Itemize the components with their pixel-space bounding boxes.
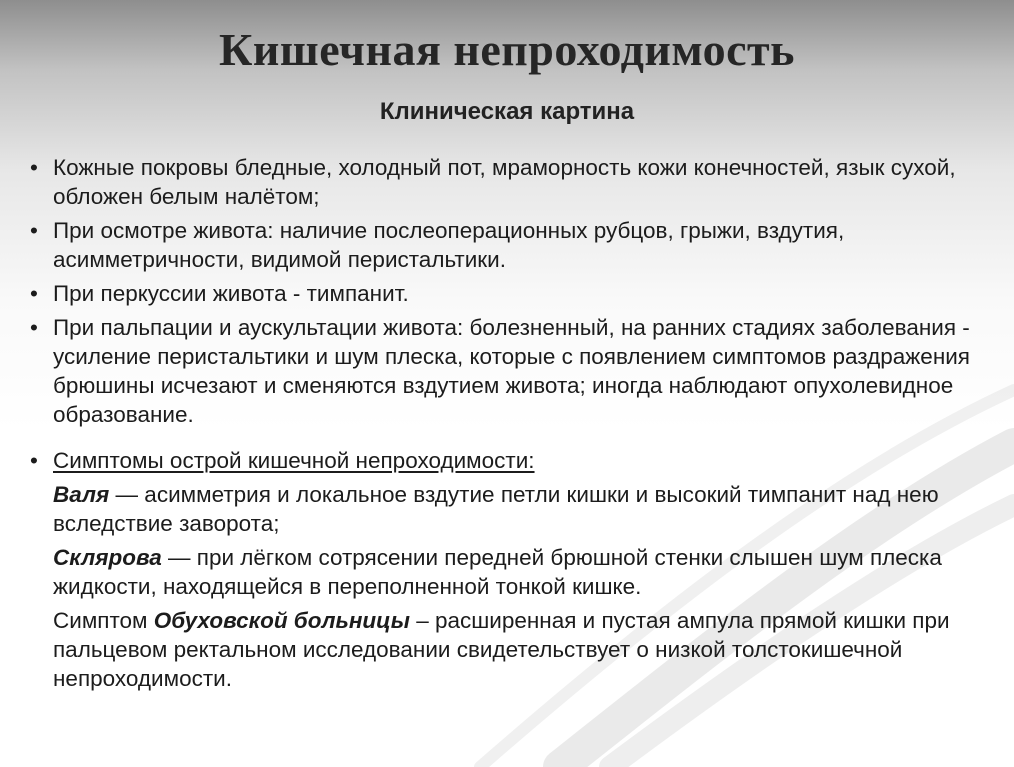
list-item-text: При осмотре живота: наличие послеоперационных рубцов, грыжи, вздутия, асимметричности, видимой перистальтики. (53, 218, 845, 272)
symptom-name: Валя (53, 482, 110, 507)
symptoms-heading-item (30, 446, 995, 475)
bullet-icon: • (30, 155, 38, 180)
bullet-icon: • (30, 448, 38, 473)
symptom-obukhov-hospital (30, 606, 995, 693)
symptom-name: Обуховской больницы (153, 608, 410, 633)
list-item (30, 279, 995, 308)
page-title: Кишечная непроходимость (219, 24, 795, 75)
symptom-text: — асимметрия и локальное вздутие петли кишки и высокий тимпанит над нею вследствие заворота; (53, 482, 939, 536)
list-item (30, 313, 995, 429)
list-item (30, 153, 995, 211)
list-item-text: При перкуссии живота - тимпанит. (53, 281, 409, 306)
page-subtitle: Клиническая картина (379, 98, 635, 125)
symptom-prefix: Симптом (53, 608, 154, 633)
symptom-text: — при лёгком сотрясении передней брюшной стенки слышен шум плеска жидкости, находящейся в переполненной тонкой кишке. (53, 545, 942, 599)
list-item-text: При пальпации и аускультации живота: болезненный, на ранних стадиях заболевания - усиление перистальтики и шум плеска, которые с появлением симптомов раздражения брюшины исчезают и сменяются вздутием живота; иногда наблюдают опухолевидное образование. (53, 315, 970, 427)
bullet-icon: • (30, 218, 38, 243)
list-item (30, 216, 995, 274)
symptoms-heading: Симптомы острой кишечной непроходимости: (53, 448, 535, 473)
symptom-text: – расширенная и пустая ампула прямой кишки при пальцевом ректальном исследовании свидетельствует о низкой толстокишечной непроходимости. (53, 608, 950, 691)
symptom-sklyarov (30, 543, 995, 601)
symptom-name: Склярова (53, 545, 162, 570)
bullet-icon: • (30, 315, 38, 340)
bullet-icon: • (30, 281, 38, 306)
symptom-vaal (30, 480, 995, 538)
content-body (30, 153, 995, 698)
list-item-text: Кожные покровы бледные, холодный пот, мраморность кожи конечностей, язык сухой, обложен белым налётом; (53, 155, 956, 209)
